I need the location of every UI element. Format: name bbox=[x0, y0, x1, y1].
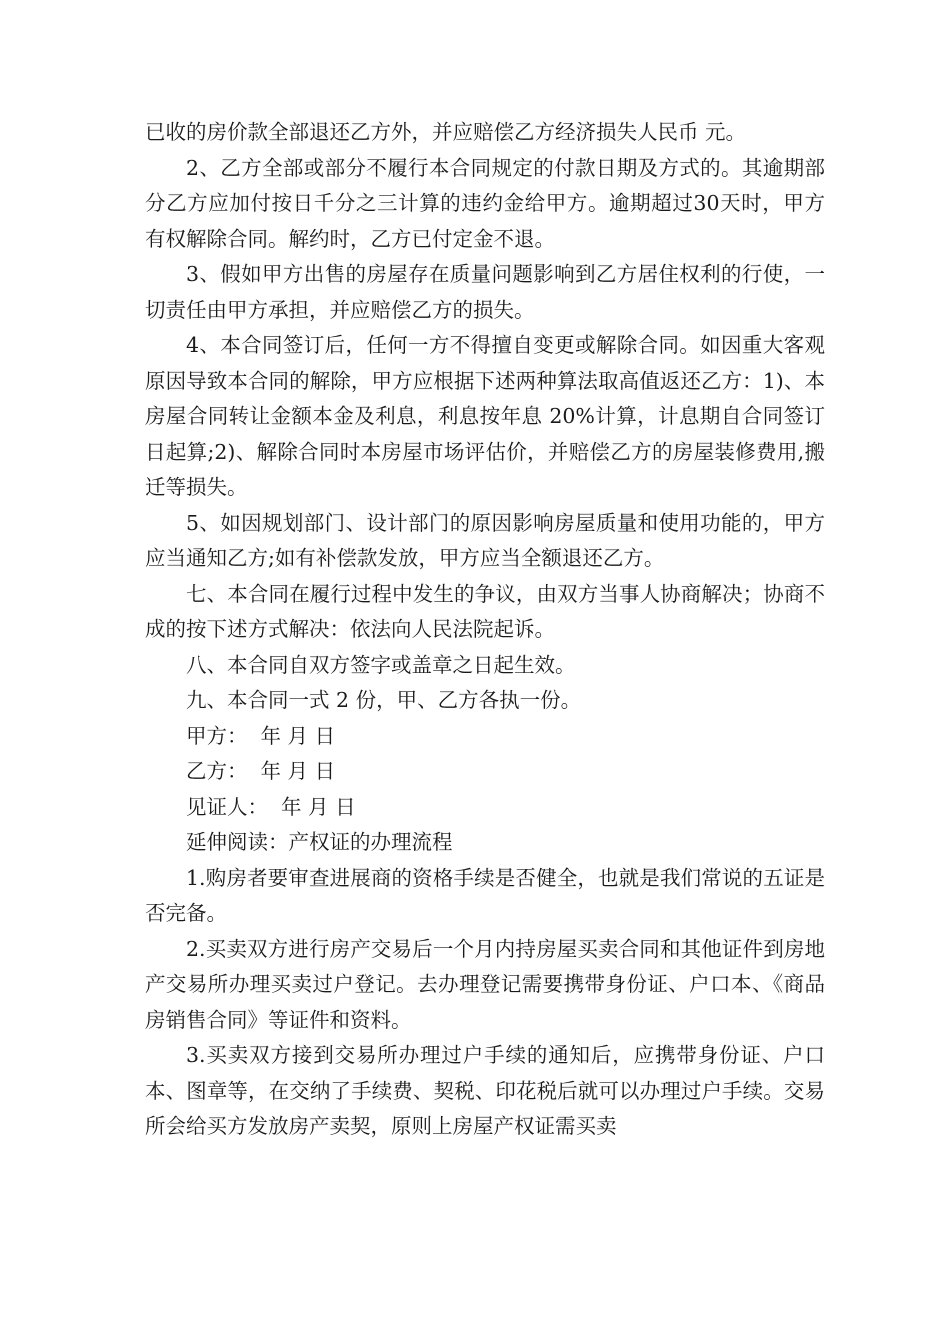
document-body bbox=[145, 115, 825, 1145]
paragraph-article-9: 九、本合同一式 2 份，甲、乙方各执一份。 bbox=[186, 688, 582, 712]
paragraph-article-8: 八、本合同自双方签字或盖章之日起生效。 bbox=[186, 652, 576, 677]
signature-witness: 见证人： 年 月 日 bbox=[186, 794, 356, 819]
paragraph-clause-2: 2、乙方全部或部分不履行本合同规定的付款日期及方式的。其逾期部分乙方应加付按日千分之三计算的违约金给甲方。逾期超过30天时，甲方有权解除合同。解约时，乙方已付定金不退。 bbox=[145, 155, 825, 251]
signature-party-a: 甲方： 年 月 日 bbox=[186, 723, 336, 748]
paragraph-process-step-2: 2.买卖双方进行房产交易后一个月内持房屋买卖合同和其他证件到房地产交易所办理买卖过户登记。去办理登记需要携带身份证、户口本、《商品房销售合同》等证件和资料。 bbox=[145, 936, 825, 1032]
paragraph-continuation: 已收的房价款全部退还乙方外，并应赔偿乙方经济损失人民币 元。 bbox=[145, 120, 747, 144]
paragraph-clause-5: 5、如因规划部门、设计部门的原因影响房屋质量和使用功能的，甲方应当通知乙方;如有补偿款发放，甲方应当全额退还乙方。 bbox=[145, 510, 825, 570]
paragraph-clause-4: 4、本合同签订后，任何一方不得擅自变更或解除合同。如因重大客观原因导致本合同的解除，甲方应根据下述两种算法取高值返还乙方：1)、本房屋合同转让金额本金及利息，利息按年息 20%计算，计息期自合同签订日起算;2)、解除合同时本房屋市场评估价，并赔偿乙方的房屋装修费用,搬迁等损失。 bbox=[145, 333, 825, 499]
paragraph-clause-3: 3、假如甲方出售的房屋存在质量问题影响到乙方居住权利的行使，一切责任由甲方承担，并应赔偿乙方的损失。 bbox=[145, 262, 825, 322]
paragraph-process-step-3: 3.买卖双方接到交易所办理过户手续的通知后，应携带身份证、户口本、图章等，在交纳了手续费、契税、印花税后就可以办理过户手续。交易所会给买方发放房产卖契，原则上房屋产权证需买卖 bbox=[145, 1043, 825, 1138]
paragraph-process-step-1: 1.购房者要审查进展商的资格手续是否健全，也就是我们常说的五证是否完备。 bbox=[145, 865, 825, 925]
signature-party-b: 乙方： 年 月 日 bbox=[186, 759, 336, 783]
paragraph-article-7: 七、本合同在履行过程中发生的争议，由双方当事人协商解决；协商不成的按下述方式解决：依法向人民法院起诉。 bbox=[145, 581, 825, 641]
extended-reading-heading: 延伸阅读：产权证的办理流程 bbox=[186, 830, 453, 854]
